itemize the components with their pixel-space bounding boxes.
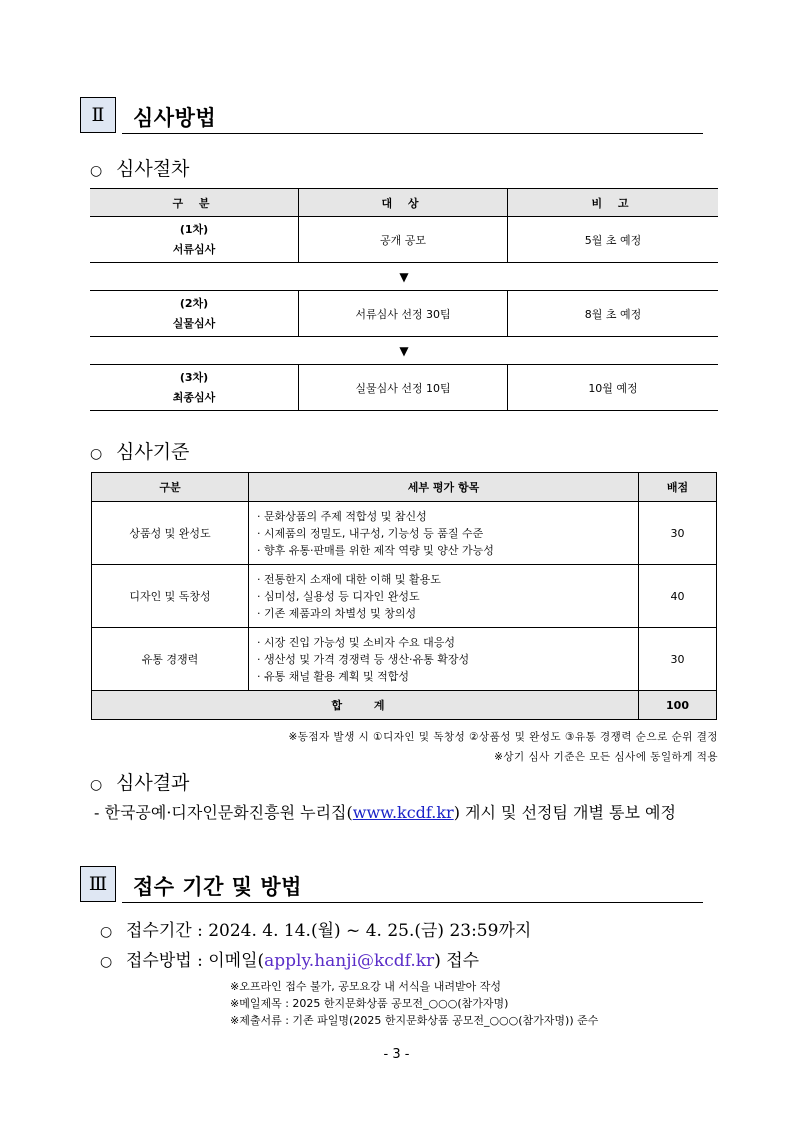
note-cell: 8월 초 예정 (508, 291, 719, 337)
bullet-icon: ○ (90, 446, 103, 462)
items-cell: · 전통한지 소재에 대한 이해 및 활용도 · 심미성, 실용성 등 디자인 완성도 · 기존 제품과의 차별성 및 창의성 (249, 565, 639, 628)
score-cell: 40 (639, 565, 717, 628)
table-header: 대 상 (299, 189, 508, 217)
sub-note: ※오프라인 접수 불가, 공모요강 내 서식을 내려받아 작성 (230, 980, 501, 993)
note-cell: 5월 초 예정 (508, 217, 719, 263)
target-cell: 공개 공모 (299, 217, 508, 263)
method-line: ○ 접수방법 : 이메일(apply.hanji@kcdf.kr) 접수 (100, 951, 480, 971)
down-arrow-icon: ▼ (90, 337, 718, 365)
website-link[interactable]: www.kcdf.kr (352, 803, 454, 822)
category-cell: 상품성 및 완성도 (92, 502, 249, 565)
total-row (92, 691, 717, 720)
section-underline (122, 902, 703, 903)
table-header: 구 분 (90, 189, 299, 217)
table-row (90, 217, 718, 263)
target-cell: 서류심사 선정 30팀 (299, 291, 508, 337)
items-cell: · 시장 진입 가능성 및 소비자 수요 대응성 · 생산성 및 가격 경쟁력 등 생산·유통 확장성 · 유통 채널 활용 계획 및 적합성 (249, 628, 639, 691)
bullet-icon: ○ (90, 163, 103, 179)
result-heading: ○ 심사결과 (90, 772, 190, 794)
note-cell: 10월 예정 (508, 365, 719, 411)
criteria-heading: ○ 심사기준 (90, 441, 190, 463)
table-row (90, 365, 718, 411)
tie-note: ※동점자 발생 시 ①디자인 및 독창성 ②상품성 및 완성도 ③유통 경쟁력 순으로 순위 결정 (288, 731, 718, 743)
sub-note: ※제출서류 : 기존 파일명(2025 한지문화상품 공모전_○○○(참가자명)) 준수 (230, 1014, 599, 1027)
table-row (92, 628, 717, 691)
section-title: 접수 기간 및 방법 (133, 875, 302, 899)
category-cell: 디자인 및 독창성 (92, 565, 249, 628)
table-header: 구분 (92, 473, 249, 502)
table-header: 배점 (639, 473, 717, 502)
procedure-heading: ○ 심사절차 (90, 158, 190, 180)
stage-cell: (2차) 실물심사 (90, 291, 299, 337)
table-header: 비 고 (508, 189, 719, 217)
period-line: ○ 접수기간 : 2024. 4. 14.(월) ~ 4. 25.(금) 23:59까지 (100, 921, 532, 941)
stage-cell: (1차) 서류심사 (90, 217, 299, 263)
page-number: - 3 - (383, 1047, 410, 1062)
section-number: Ⅱ (80, 97, 116, 133)
email-link[interactable]: apply.hanji@kcdf.kr (264, 951, 435, 971)
section-number: Ⅲ (80, 866, 116, 902)
bullet-icon: ○ (100, 954, 113, 970)
score-cell: 30 (639, 502, 717, 565)
total-value: 100 (639, 691, 717, 720)
score-cell: 30 (639, 628, 717, 691)
category-cell: 유통 경쟁력 (92, 628, 249, 691)
result-text: - 한국공예·디자인문화진흥원 누리집(www.kcdf.kr) 게시 및 선정팀 개별 통보 예정 (94, 803, 676, 822)
table-row (90, 291, 718, 337)
section-title: 심사방법 (133, 106, 217, 130)
procedure-table (90, 188, 718, 411)
section-underline (122, 133, 703, 134)
items-cell: · 문화상품의 주제 적합성 및 참신성 · 시제품의 정밀도, 내구성, 기능성 등 품질 수준 · 향후 유통·판매를 위한 제작 역량 및 양산 가능성 (249, 502, 639, 565)
table-row (92, 565, 717, 628)
total-label: 합 계 (92, 691, 639, 720)
down-arrow-icon: ▼ (90, 263, 718, 291)
table-row (92, 502, 717, 565)
bullet-icon: ○ (90, 777, 103, 793)
target-cell: 실물심사 선정 10팀 (299, 365, 508, 411)
criteria-table (91, 472, 717, 720)
bullet-icon: ○ (100, 924, 113, 940)
table-header: 세부 평가 항목 (249, 473, 639, 502)
criteria-note: ※상기 심사 기준은 모든 심사에 동일하게 적용 (494, 751, 718, 763)
stage-cell: (3차) 최종심사 (90, 365, 299, 411)
sub-note: ※메일제목 : 2025 한지문화상품 공모전_○○○(참가자명) (230, 997, 509, 1010)
